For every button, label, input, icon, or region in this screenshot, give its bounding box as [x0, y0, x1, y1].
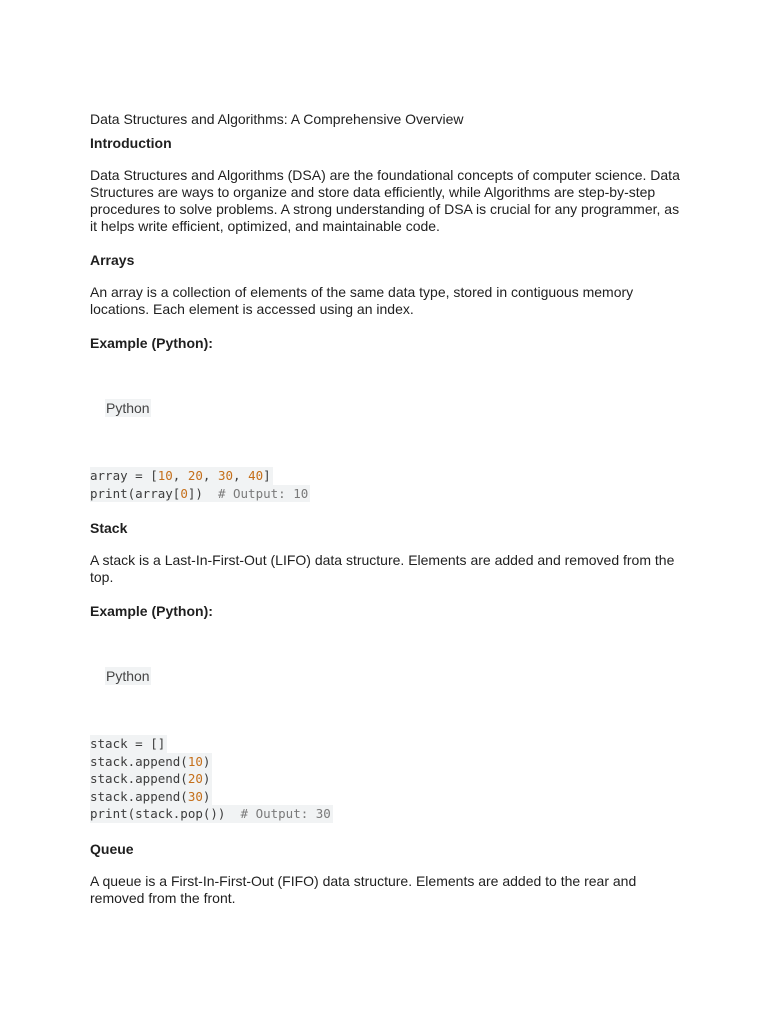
code-line [90, 805, 333, 823]
code-number: 20 [187, 771, 203, 786]
arrays-code-language-label-row [90, 399, 680, 418]
arrays-code-block [90, 467, 680, 502]
code-text: ) [202, 788, 211, 804]
arrays-heading: Arrays [90, 252, 135, 268]
code-line-row [90, 805, 680, 823]
code-number: 20 [187, 468, 203, 483]
queue-heading: Queue [90, 840, 134, 857]
code-text: stack.append( [90, 788, 188, 804]
code-line [90, 735, 167, 753]
stack-paragraph: A stack is a Last-In-First-Out (LIFO) data structure. Elements are added and removed from the top. [90, 552, 675, 585]
code-line [90, 467, 273, 485]
code-line [90, 753, 212, 771]
code-number: 30 [187, 788, 203, 804]
code-language-label: Python [106, 400, 150, 416]
code-line-row [90, 753, 680, 771]
code-number: 40 [248, 468, 264, 483]
code-comment: # Output: 10 [217, 485, 309, 501]
code-line [90, 788, 212, 806]
code-number: 30 [217, 468, 234, 483]
document-page [90, 110, 680, 907]
code-text: ) [202, 771, 211, 786]
code-language-label: Python [106, 668, 150, 684]
code-line-row [90, 735, 680, 753]
introduction-paragraph: Data Structures and Algorithms (DSA) are the foundational concepts of computer science. Data Structures are ways to organize and store data efficiently, while Algorithms are step-by-step procedures to solve problems. A strong understanding of DSA is crucial for any programmer, as it helps write efficient, optimized, and maintainable code. [90, 167, 680, 234]
code-comment: # Output: 30 [240, 806, 331, 821]
code-text: ] [263, 468, 271, 483]
code-text: , [172, 468, 188, 483]
stack-heading: Stack [90, 520, 128, 536]
code-line-row [90, 788, 680, 806]
code-text: stack = [] [90, 736, 166, 751]
code-number: 0 [180, 485, 188, 501]
queue-paragraph: A queue is a First-In-First-Out (FIFO) data structure. Elements are added to the rear and removed from the front. [90, 872, 637, 906]
arrays-paragraph: An array is a collection of elements of the same data type, stored in contiguous memory locations. Each element is accessed using an index. [90, 284, 634, 317]
document-title: Data Structures and Algorithms: A Comprehensive Overview [90, 111, 464, 127]
code-text: print(array[ [90, 485, 181, 501]
code-text: ) [202, 753, 211, 769]
code-text: , [202, 468, 218, 483]
code-text: array = [ [90, 468, 158, 483]
code-number: 10 [187, 753, 203, 769]
code-line-row [90, 467, 680, 485]
code-line-row [90, 485, 680, 503]
code-line [90, 770, 212, 788]
code-text: stack.append( [90, 771, 188, 786]
arrays-example-heading: Example (Python): [90, 335, 213, 351]
stack-example-heading: Example (Python): [90, 603, 213, 619]
code-text: , [233, 468, 249, 483]
code-line-row [90, 770, 680, 788]
code-text: stack.append( [90, 753, 188, 769]
introduction-heading: Introduction [90, 135, 172, 151]
stack-code-block [90, 735, 680, 823]
code-line [90, 485, 310, 503]
code-number: 10 [157, 468, 173, 483]
stack-code-language-label-row [90, 667, 680, 686]
code-text: print(stack.pop()) [90, 806, 241, 821]
code-text: ]) [187, 485, 218, 501]
